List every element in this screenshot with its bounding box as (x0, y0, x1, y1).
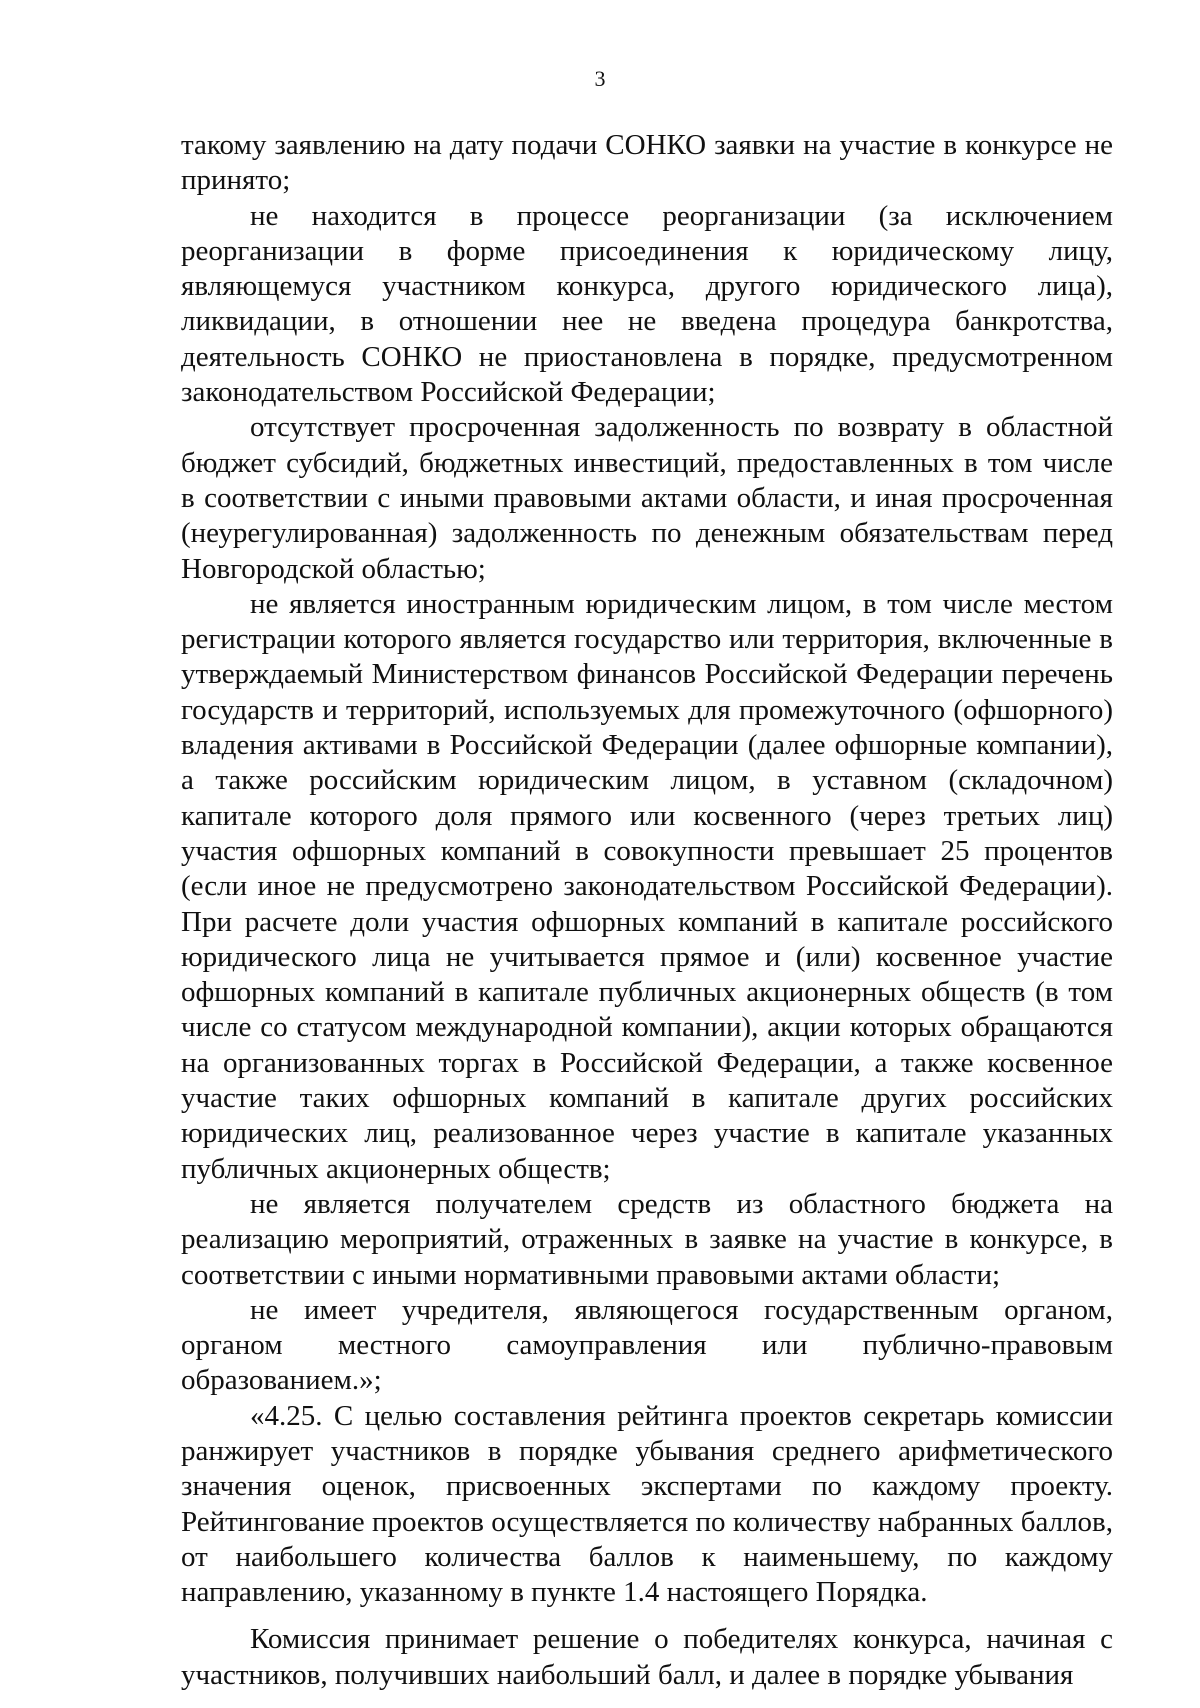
paragraph-rating: «4.25. С целью составления рейтинга проектов секретарь комиссии ранжирует участников в порядке убывания среднего арифметического значения оценок, присвоенных экспертами по каждому проекту. Рейтингование проектов осуществляется по количеству набранных баллов, от наибольшего количества баллов к наименьшему, по каждому направлению, указанному в пункте 1.4 настоящего Порядка. (181, 1399, 1113, 1609)
paragraph-continuation: такому заявлению на дату подачи СОНКО заявки на участие в конкурсе не принято; (181, 129, 1113, 197)
page-number: 3 (594, 66, 606, 91)
document-body (181, 128, 1113, 1693)
paragraph-foreign-entity: не является иностранным юридическим лицом, в том числе местом регистрации которого является государство или территория, включенные в утверждаемый Министерством финансов Российской Федерации перечень государств и территорий, используемых для промежуточного (офшорного) владения активами в Российской Федерации (далее офшорные компании), а также российским юридическим лицом, в уставном (складочном) капитале которого доля прямого или косвенного (через третьих лиц) участия офшорных компаний в совокупности превышает 25 процентов (если иное не предусмотрено законодательством Российской Федерации). При расчете доли участия офшорных компаний в капитале российского юридического лица не учитывается прямое и (или) косвенное участие офшорных компаний в капитале публичных акционерных обществ (в том числе со статусом международной компании), акции которых обращаются на организованных торгах в Российской Федерации, а также косвенное участие таких офшорных компаний в капитале других российских юридических лиц, реализованное через участие в капитале указанных публичных акционерных обществ; (181, 587, 1113, 1185)
paragraph-debt: отсутствует просроченная задолженность по возврату в областной бюджет субсидий, бюджетных инвестиций, предоставленных в том числе в соответствии с иными правовыми актами области, и иная просроченная (неурегулированная) задолженность по денежным обязательствам перед Новгородской областью; (181, 411, 1113, 585)
paragraph-budget-recipient: не является получателем средств из областного бюджета на реализацию мероприятий, отраженных в заявке на участие в конкурсе, в соответствии с иными нормативными правовыми актами области; (181, 1187, 1113, 1291)
paragraph-founder: не имеет учредителя, являющегося государственным органом, органом местного самоуправления или публично-правовым образованием.»; (181, 1293, 1113, 1397)
paragraph-commission-decision: Комиссия принимает решение о победителях конкурса, начиная с участников, получивших наибольший балл, и далее в порядке убывания (181, 1623, 1113, 1691)
paragraph-reorganization: не находится в процессе реорганизации (за исключением реорганизации в форме присоединения к юридическому лицу, являющемуся участником конкурса, другого юридического лица), ликвидации, в отношении нее не введена процедура банкротства, деятельность СОНКО не приостановлена в порядке, предусмотренном законодательством Российской Федерации; (181, 199, 1113, 409)
